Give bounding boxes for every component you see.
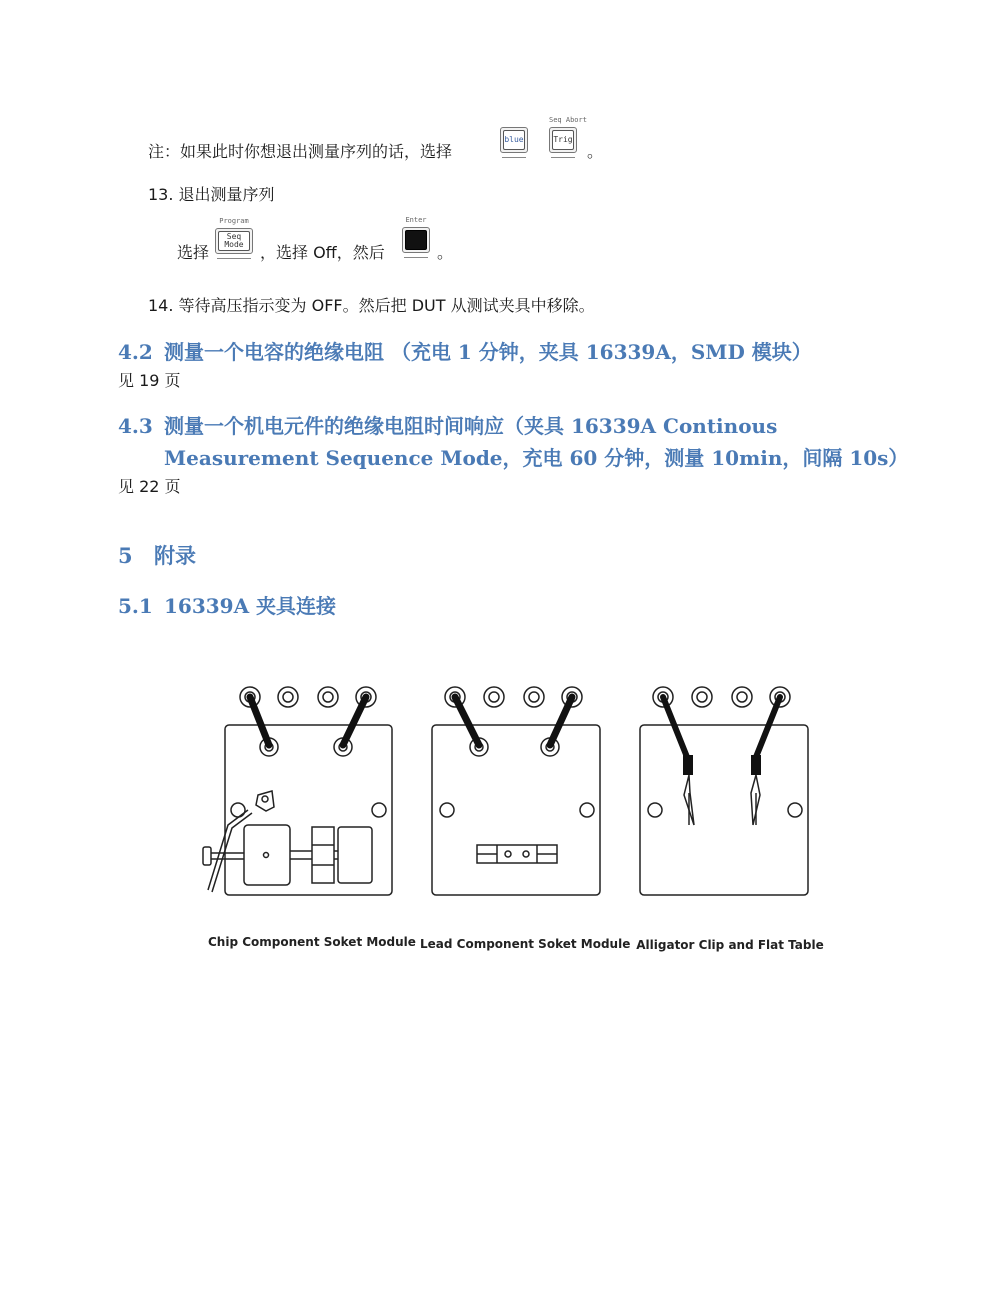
seq-abort-label: Seq Abort [549, 116, 587, 124]
seq-mode-key-bottom: Mode [224, 240, 244, 249]
section-4-2-ref: 见 19 页 [118, 371, 181, 390]
step-13-title: 13. 退出测量序列 [148, 185, 275, 204]
note-text: 注：如果此时你想退出测量序列的话，选择 [148, 142, 453, 161]
program-label: Program [219, 217, 249, 225]
section-5-title: 附录 [154, 543, 196, 568]
caption-alligator-clip: Alligator Clip and Flat Table [636, 938, 824, 952]
section-5-number: 5 [118, 543, 133, 568]
seq-mode-key-icon [215, 217, 253, 254]
section-5-1-heading [118, 590, 336, 622]
section-4-2-heading [118, 336, 812, 368]
caption-chip-component: Chip Component Soket Module [208, 935, 416, 949]
section-5-1-title: 16339A 夹具连接 [164, 594, 337, 618]
fixture-modules-figure [190, 675, 830, 915]
chip-component-module-drawing [203, 687, 392, 895]
lead-component-module-drawing [432, 687, 600, 895]
section-5-1-number: 5.1 [118, 594, 153, 618]
step-13-middle: ，选择 Off，然后 [260, 243, 385, 262]
step-13-prefix: 选择 [177, 243, 210, 262]
step-14-text: 14. 等待高压指示变为 OFF。然后把 DUT 从测试夹具中移除。 [148, 296, 595, 315]
section-4-3-ref: 见 22 页 [118, 477, 181, 496]
seq-mode-key-top: Seq [226, 232, 242, 241]
enter-key-face [405, 230, 427, 250]
enter-label: Enter [405, 216, 427, 224]
blue-key-icon [500, 127, 528, 153]
blue-key-face: blue [503, 130, 525, 150]
section-4-2-title: 测量一个电容的绝缘电阻 （充电 1 分钟，夹具 16339A，SMD 模块） [164, 340, 812, 364]
trig-key-face: Trig [552, 130, 574, 150]
section-4-2-number: 4.2 [118, 340, 153, 364]
section-4-3-title-line1: 测量一个机电元件的绝缘电阻时间响应（夹具 16339A Continous [164, 414, 778, 438]
caption-lead-component: Lead Component Soket Module [420, 937, 631, 951]
section-4-3-heading [118, 410, 777, 442]
section-4-3-number: 4.3 [118, 414, 153, 438]
note-end-punct: 。 [587, 142, 604, 161]
enter-key-icon [402, 216, 430, 253]
seq-mode-key-face [218, 231, 250, 251]
alligator-clip-module-drawing [640, 687, 808, 895]
step-13-end-punct: 。 [437, 243, 454, 262]
section-5-heading [118, 542, 196, 570]
trig-key-icon [549, 116, 587, 153]
section-4-3-title-line2: Measurement Sequence Mode，充电 60 分钟，测量 10min，间隔 10s） [164, 446, 909, 470]
